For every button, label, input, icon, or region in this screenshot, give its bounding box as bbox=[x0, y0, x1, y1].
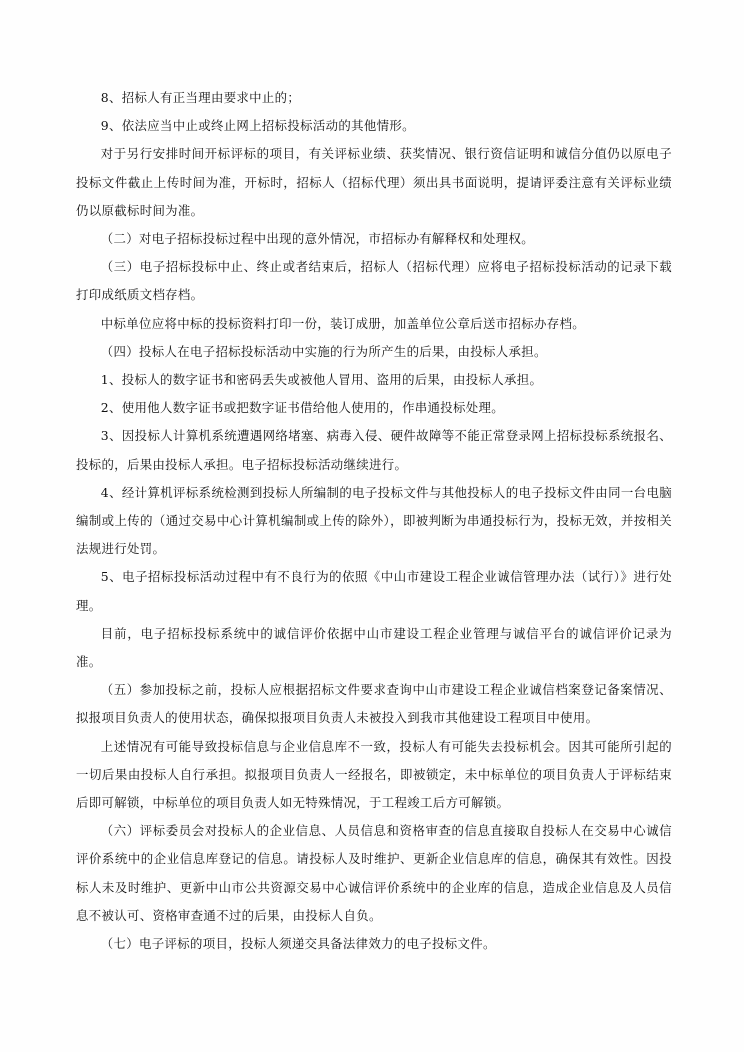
paragraph-7: （四）投标人在电子招标投标活动中实施的行为所产生的后果，由投标人承担。 bbox=[100, 343, 547, 359]
paragraph-5: （三）电子招标投标中止、终止或者结束后，招标人（招标代理）应将电子招标投标活动的记录下载打印成纸质文档存档。 bbox=[76, 259, 672, 303]
paragraph-4: （二）对电子招标投标过程中出现的意外情况，市招标办有解释权和处理权。 bbox=[100, 231, 534, 247]
paragraph-3: 对于另行安排时间开标评标的项目，有关评标业绩、获奖情况、银行资信证明和诚信分值仍以原电子投标文件截止上传时间为准，开标时，招标人（招标代理）须出具书面说明，提请评委注意有关评标业绩仍以原截标时间为准。 bbox=[76, 146, 672, 218]
paragraph-10: 3、因投标人计算机系统遭遇网络堵塞、病毒入侵、硬件故障等不能正常登录网上招标投标系统报名、投标的，后果由投标人承担。电子招标投标活动继续进行。 bbox=[76, 428, 672, 472]
document-body bbox=[76, 84, 672, 958]
paragraph-9: 2、使用他人数字证书或把数字证书借给他人使用的，作串通投标处理。 bbox=[100, 400, 504, 416]
paragraph-8: 1、投标人的数字证书和密码丢失或被他人冒用、盗用的后果，由投标人承担。 bbox=[100, 372, 543, 388]
paragraph-2: 9、依法应当中止或终止网上招标投标活动的其他情形。 bbox=[100, 118, 415, 134]
paragraph-16: （六）评标委员会对投标人的企业信息、人员信息和资格审查的信息直接取自投标人在交易中心诚信评价系统中的企业信息库登记的信息。请投标人及时维护、更新企业信息库的信息，确保其有效性。因投标人未及时维护、更新中山市公共资源交易中心诚信评价系统中的企业库的信息，造成企业信息及人员信息不被认可、资格审查通不过的后果，由投标人自负。 bbox=[76, 823, 672, 923]
paragraph-15: 上述情况有可能导致投标信息与企业信息库不一致，投标人有可能失去投标机会。因其可能所引起的一切后果由投标人自行承担。拟报项目负责人一经报名，即被锁定，未中标单位的项目负责人于评标结束后即可解锁，中标单位的项目负责人如无特殊情况，于工程竣工后方可解锁。 bbox=[76, 738, 672, 811]
paragraph-12: 5、电子招标投标活动过程中有不良行为的依照《中山市建设工程企业诚信管理办法（试行）》进行处理。 bbox=[76, 569, 672, 613]
paragraph-1: 8、招标人有正当理由要求中止的； bbox=[100, 90, 301, 105]
paragraph-11: 4、经计算机评标系统检测到投标人所编制的电子投标文件与其他投标人的电子投标文件由同一台电脑编制或上传的（通过交易中心计算机编制或上传的除外），即被判断为串通投标行为，投标无效，并按相关法规进行处罚。 bbox=[76, 484, 672, 557]
paragraph-6: 中标单位应将中标的投标资料打印一份，装订成册，加盖单位公章后送市招标办存档。 bbox=[100, 315, 585, 331]
paragraph-13: 目前，电子招标投标系统中的诚信评价依据中山市建设工程企业管理与诚信平台的诚信评价记录为准。 bbox=[76, 625, 672, 670]
paragraph-17: （七）电子评标的项目，投标人须递交具备法律效力的电子投标文件。 bbox=[100, 936, 496, 952]
paragraph-14: （五）参加投标之前，投标人应根据招标文件要求查询中山市建设工程企业诚信档案登记备案情况、拟报项目负责人的使用状态，确保拟报项目负责人未被投入到我市其他建设工程项目中使用。 bbox=[76, 682, 672, 726]
